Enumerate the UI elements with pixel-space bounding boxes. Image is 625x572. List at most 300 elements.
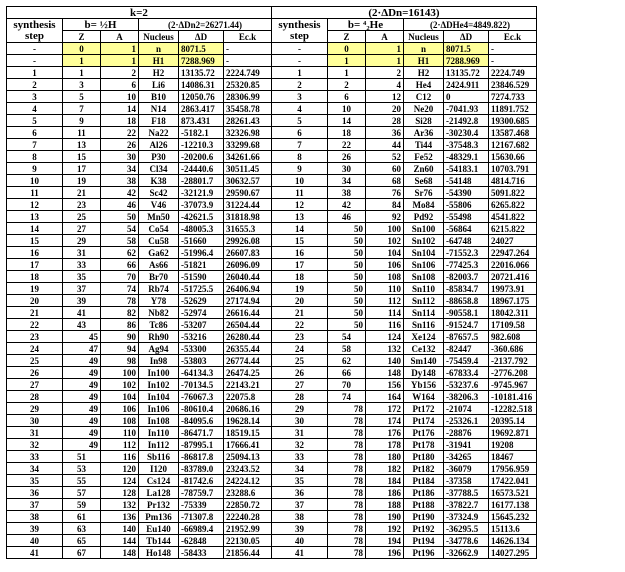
cell-step-left: - xyxy=(7,55,63,67)
cell-eck-left: 23288.6 xyxy=(224,487,272,499)
cell-z-left: 1 xyxy=(63,55,101,67)
cell-step-left: 1 xyxy=(7,67,63,79)
cell-a-right: 174 xyxy=(366,415,404,427)
cell-step-left: 30 xyxy=(7,415,63,427)
cell-step-left: 9 xyxy=(7,163,63,175)
col-delta-d-left: ΔD xyxy=(179,31,224,43)
cell-nucleus-left: In108 xyxy=(139,415,179,427)
cell-eck-left: 26607.83 xyxy=(224,247,272,259)
cell-step-right: 1 xyxy=(272,67,328,79)
cell-nucleus-left: Eu140 xyxy=(139,523,179,535)
cell-eck-right: -360.686 xyxy=(489,343,537,355)
cell-z-right: 30 xyxy=(328,163,366,175)
cell-nucleus-right: Pt184 xyxy=(404,475,444,487)
cell-z-left: 0 xyxy=(63,43,101,55)
cell-delta-d-left: -66989.4 xyxy=(179,523,224,535)
cell-step-right: 32 xyxy=(272,439,328,451)
cell-z-left: 39 xyxy=(63,295,101,307)
cell-a-right: 176 xyxy=(366,427,404,439)
cell-nucleus-right: H1 xyxy=(404,55,444,67)
cell-nucleus-left: Pm136 xyxy=(139,511,179,523)
cell-a-left: 144 xyxy=(101,535,139,547)
table-row xyxy=(7,307,537,319)
cell-z-right: 14 xyxy=(328,115,366,127)
nuclear-synthesis-table-container xyxy=(6,6,537,559)
cell-step-right: 13 xyxy=(272,211,328,223)
cell-z-left: 51 xyxy=(63,451,101,463)
cell-delta-d-right: -38206.3 xyxy=(444,391,489,403)
cell-delta-d-left: 2863.417 xyxy=(179,103,224,115)
cell-nucleus-left: Rh90 xyxy=(139,331,179,343)
cell-step-left: 23 xyxy=(7,331,63,343)
cell-nucleus-right: Pt190 xyxy=(404,511,444,523)
cell-eck-right: 19208 xyxy=(489,439,537,451)
cell-a-left: 66 xyxy=(101,259,139,271)
cell-nucleus-right: Sm140 xyxy=(404,355,444,367)
cell-nucleus-left: P30 xyxy=(139,151,179,163)
cell-z-left: 19 xyxy=(63,175,101,187)
cell-eck-left: 26504.44 xyxy=(224,319,272,331)
cell-z-right: 50 xyxy=(328,283,366,295)
cell-eck-left: 19628.14 xyxy=(224,415,272,427)
cell-z-left: 49 xyxy=(63,415,101,427)
cell-a-right: 84 xyxy=(366,199,404,211)
table-row xyxy=(7,403,537,415)
cell-eck-left: 29926.08 xyxy=(224,235,272,247)
cell-z-right: 50 xyxy=(328,223,366,235)
cell-delta-d-right: -34778.6 xyxy=(444,535,489,547)
cell-delta-d-right: -31941 xyxy=(444,439,489,451)
cell-nucleus-right: Pt192 xyxy=(404,523,444,535)
cell-eck-right: 22016.066 xyxy=(489,259,537,271)
cell-step-right: 34 xyxy=(272,463,328,475)
cell-eck-left: 31655.3 xyxy=(224,223,272,235)
cell-delta-d-left: 13135.72 xyxy=(179,67,224,79)
cell-z-left: 49 xyxy=(63,367,101,379)
cell-step-right: 7 xyxy=(272,139,328,151)
cell-nucleus-right: Fe52 xyxy=(404,151,444,163)
table-row xyxy=(7,55,537,67)
cell-nucleus-left: Sc42 xyxy=(139,187,179,199)
cell-delta-d-left: -87995.1 xyxy=(179,439,224,451)
cell-nucleus-right: W164 xyxy=(404,391,444,403)
cell-step-right: 28 xyxy=(272,391,328,403)
cell-delta-d-left: -64134.3 xyxy=(179,367,224,379)
cell-delta-d-right: -77425.3 xyxy=(444,259,489,271)
cell-a-right: 112 xyxy=(366,295,404,307)
cell-nucleus-left: In100 xyxy=(139,367,179,379)
cell-a-right: 188 xyxy=(366,499,404,511)
cell-nucleus-right: Pt180 xyxy=(404,451,444,463)
cell-eck-right: 6265.822 xyxy=(489,199,537,211)
cell-z-left: 61 xyxy=(63,511,101,523)
cell-z-left: 33 xyxy=(63,259,101,271)
cell-delta-d-right: -67833.4 xyxy=(444,367,489,379)
cell-delta-d-right: -87657.5 xyxy=(444,331,489,343)
cell-step-right: 41 xyxy=(272,547,328,559)
cell-a-right: 12 xyxy=(366,91,404,103)
table-row xyxy=(7,331,537,343)
cell-a-left: 124 xyxy=(101,475,139,487)
cell-eck-right: -12282.518 xyxy=(489,403,537,415)
cell-nucleus-left: In98 xyxy=(139,355,179,367)
cell-eck-left: 25094.13 xyxy=(224,451,272,463)
cell-eck-right: 16177.138 xyxy=(489,499,537,511)
cell-nucleus-left: H2 xyxy=(139,67,179,79)
synthesis-step-header-left: synthesis step xyxy=(7,19,63,43)
cell-z-right: 78 xyxy=(328,523,366,535)
cell-nucleus-left: In104 xyxy=(139,391,179,403)
cell-delta-d-right: -21492.8 xyxy=(444,115,489,127)
cell-eck-right: 15630.66 xyxy=(489,151,537,163)
cell-z-left: 17 xyxy=(63,163,101,175)
table-row xyxy=(7,187,537,199)
cell-z-left: 43 xyxy=(63,319,101,331)
cell-a-left: 128 xyxy=(101,487,139,499)
cell-nucleus-left: Co54 xyxy=(139,223,179,235)
col-eck-left: Ec.k xyxy=(224,31,272,43)
cell-z-left: 5 xyxy=(63,91,101,103)
cell-eck-right: 19973.91 xyxy=(489,283,537,295)
cell-nucleus-left: Na22 xyxy=(139,127,179,139)
cell-nucleus-left: Ag94 xyxy=(139,343,179,355)
cell-z-right: 50 xyxy=(328,295,366,307)
cell-a-left: 116 xyxy=(101,451,139,463)
cell-delta-d-right: -37548.3 xyxy=(444,139,489,151)
cell-z-left: 1 xyxy=(63,67,101,79)
cell-eck-right: -2776.208 xyxy=(489,367,537,379)
col-a-left: A xyxy=(101,31,139,43)
cell-z-right: 78 xyxy=(328,499,366,511)
synthesis-step-header-right: synthesis step xyxy=(272,19,328,43)
cell-a-right: 114 xyxy=(366,307,404,319)
cell-delta-d-right: -82447 xyxy=(444,343,489,355)
cell-step-right: 38 xyxy=(272,511,328,523)
cell-nucleus-left: As66 xyxy=(139,259,179,271)
table-row xyxy=(7,475,537,487)
cell-nucleus-left: In106 xyxy=(139,403,179,415)
cell-nucleus-left: N14 xyxy=(139,103,179,115)
cell-step-right: - xyxy=(272,55,328,67)
table-row xyxy=(7,211,537,223)
table-row xyxy=(7,487,537,499)
cell-a-right: 140 xyxy=(366,355,404,367)
cell-delta-d-right: -25326.1 xyxy=(444,415,489,427)
cell-nucleus-right: Ne20 xyxy=(404,103,444,115)
cell-nucleus-right: Sn116 xyxy=(404,319,444,331)
table-row xyxy=(7,343,537,355)
table-row xyxy=(7,271,537,283)
cell-nucleus-left: Cl34 xyxy=(139,163,179,175)
cell-z-left: 67 xyxy=(63,547,101,559)
cell-step-right: 22 xyxy=(272,319,328,331)
cell-step-right: 5 xyxy=(272,115,328,127)
cell-delta-d-left: -83789.0 xyxy=(179,463,224,475)
cell-step-right: 16 xyxy=(272,247,328,259)
cell-delta-d-left: -5182.1 xyxy=(179,127,224,139)
table-row xyxy=(7,79,537,91)
cell-nucleus-left: Cs124 xyxy=(139,475,179,487)
cell-nucleus-left: Cu58 xyxy=(139,235,179,247)
cell-a-right: 172 xyxy=(366,403,404,415)
cell-a-right: 60 xyxy=(366,163,404,175)
cell-step-left: 19 xyxy=(7,283,63,295)
cell-eck-right: 11891.752 xyxy=(489,103,537,115)
cell-eck-left: 26096.09 xyxy=(224,259,272,271)
cell-nucleus-left: H1 xyxy=(139,55,179,67)
cell-nucleus-right: Pt188 xyxy=(404,499,444,511)
cell-z-right: 1 xyxy=(328,67,366,79)
cell-nucleus-left: Ga62 xyxy=(139,247,179,259)
cell-a-right: 184 xyxy=(366,475,404,487)
cell-eck-left: 33299.68 xyxy=(224,139,272,151)
cell-a-left: 54 xyxy=(101,223,139,235)
cell-eck-left: 18519.15 xyxy=(224,427,272,439)
cell-nucleus-right: Sn114 xyxy=(404,307,444,319)
cell-step-left: 14 xyxy=(7,223,63,235)
cell-delta-d-left: -80610.4 xyxy=(179,403,224,415)
cell-z-left: 41 xyxy=(63,307,101,319)
table-row xyxy=(7,451,537,463)
cell-a-left: 86 xyxy=(101,319,139,331)
cell-a-right: 182 xyxy=(366,463,404,475)
cell-nucleus-right: Pt176 xyxy=(404,427,444,439)
cell-step-left: 31 xyxy=(7,427,63,439)
cell-eck-left: 20686.16 xyxy=(224,403,272,415)
cell-delta-d-left: -70134.5 xyxy=(179,379,224,391)
cell-eck-left: 2224.749 xyxy=(224,67,272,79)
cell-nucleus-left: Sb116 xyxy=(139,451,179,463)
cell-step-left: 13 xyxy=(7,211,63,223)
cell-a-left: 140 xyxy=(101,523,139,535)
cell-z-right: 34 xyxy=(328,175,366,187)
cell-delta-d-left: -51660 xyxy=(179,235,224,247)
cell-step-right: 12 xyxy=(272,199,328,211)
cell-z-left: 31 xyxy=(63,247,101,259)
cell-nucleus-right: Sn102 xyxy=(404,235,444,247)
table-row xyxy=(7,523,537,535)
table-row xyxy=(7,427,537,439)
cell-eck-left: 22143.21 xyxy=(224,379,272,391)
table-row xyxy=(7,547,537,559)
cell-a-right: 116 xyxy=(366,319,404,331)
cell-eck-left: 22850.72 xyxy=(224,499,272,511)
cell-eck-right: 13587.468 xyxy=(489,127,537,139)
cell-delta-d-left: -86817.8 xyxy=(179,451,224,463)
cell-delta-d-left: -32121.9 xyxy=(179,187,224,199)
cell-delta-d-right: -56864 xyxy=(444,223,489,235)
cell-nucleus-right: Mo84 xyxy=(404,199,444,211)
cell-delta-d-right: 7288.969 xyxy=(444,55,489,67)
cell-nucleus-right: Ar36 xyxy=(404,127,444,139)
cell-step-left: 34 xyxy=(7,463,63,475)
cell-delta-d-right: -36295.5 xyxy=(444,523,489,535)
cell-step-left: 20 xyxy=(7,295,63,307)
cell-a-right: 1 xyxy=(366,55,404,67)
b-left-header: b= ½H xyxy=(63,19,139,31)
cell-a-right: 100 xyxy=(366,223,404,235)
cell-delta-d-right: 0 xyxy=(444,91,489,103)
cell-step-right: 8 xyxy=(272,151,328,163)
cell-step-left: 38 xyxy=(7,511,63,523)
cell-eck-right: 20395.14 xyxy=(489,415,537,427)
cell-step-left: 12 xyxy=(7,199,63,211)
cell-eck-left: 30632.57 xyxy=(224,175,272,187)
cell-a-right: 1 xyxy=(366,43,404,55)
cell-a-left: 108 xyxy=(101,415,139,427)
cell-eck-left: - xyxy=(224,43,272,55)
cell-step-right: 4 xyxy=(272,103,328,115)
cell-eck-right: 16573.521 xyxy=(489,487,537,499)
cell-step-right: 29 xyxy=(272,403,328,415)
cell-eck-right: 14626.134 xyxy=(489,535,537,547)
cell-eck-left: 22240.28 xyxy=(224,511,272,523)
cell-a-right: 194 xyxy=(366,535,404,547)
cell-step-right: 3 xyxy=(272,91,328,103)
cell-eck-right: 10703.791 xyxy=(489,163,537,175)
cell-a-right: 124 xyxy=(366,331,404,343)
cell-a-left: 98 xyxy=(101,355,139,367)
cell-eck-right: 20721.416 xyxy=(489,271,537,283)
cell-delta-d-left: -12210.3 xyxy=(179,139,224,151)
cell-step-right: 36 xyxy=(272,487,328,499)
cell-a-left: 70 xyxy=(101,271,139,283)
cell-a-right: 36 xyxy=(366,127,404,139)
cell-z-left: 23 xyxy=(63,199,101,211)
cell-z-right: 50 xyxy=(328,319,366,331)
table-row xyxy=(7,511,537,523)
table-row xyxy=(7,91,537,103)
cell-z-right: 50 xyxy=(328,235,366,247)
cell-eck-left: 26040.44 xyxy=(224,271,272,283)
cell-nucleus-left: Nb82 xyxy=(139,307,179,319)
cell-delta-d-right: -71552.3 xyxy=(444,247,489,259)
cell-z-right: 2 xyxy=(328,79,366,91)
cell-step-left: 5 xyxy=(7,115,63,127)
table-row xyxy=(7,535,537,547)
table-row xyxy=(7,199,537,211)
cell-eck-right: -10181.416 xyxy=(489,391,537,403)
cell-step-left: 3 xyxy=(7,91,63,103)
cell-z-left: 37 xyxy=(63,283,101,295)
cell-nucleus-right: Pt196 xyxy=(404,547,444,559)
k-header: k=2 xyxy=(7,7,272,19)
cell-delta-d-left: -52974 xyxy=(179,307,224,319)
cell-a-right: 52 xyxy=(366,151,404,163)
cell-z-left: 59 xyxy=(63,499,101,511)
cell-z-right: 78 xyxy=(328,439,366,451)
cell-eck-left: 26474.25 xyxy=(224,367,272,379)
cell-step-left: 17 xyxy=(7,259,63,271)
cell-delta-d-left: -20200.6 xyxy=(179,151,224,163)
cell-step-left: 2 xyxy=(7,79,63,91)
cell-z-right: 50 xyxy=(328,307,366,319)
cell-eck-left: 24224.12 xyxy=(224,475,272,487)
cell-eck-right: 17956.959 xyxy=(489,463,537,475)
cell-z-right: 1 xyxy=(328,55,366,67)
b-right-header: b= ⁴₂He xyxy=(328,19,404,31)
cell-delta-d-left: -51725.5 xyxy=(179,283,224,295)
cell-a-right: 76 xyxy=(366,187,404,199)
cell-delta-d-right: -85834.7 xyxy=(444,283,489,295)
cell-a-left: 42 xyxy=(101,187,139,199)
cell-eck-left: 21856.44 xyxy=(224,547,272,559)
cell-z-left: 49 xyxy=(63,427,101,439)
table-row xyxy=(7,499,537,511)
cell-step-left: 15 xyxy=(7,235,63,247)
cell-z-left: 35 xyxy=(63,271,101,283)
cell-z-left: 49 xyxy=(63,379,101,391)
cell-delta-d-right: -88658.8 xyxy=(444,295,489,307)
cell-step-right: 39 xyxy=(272,523,328,535)
cell-a-left: 30 xyxy=(101,151,139,163)
col-nucleus-left: Nucleus xyxy=(139,31,179,43)
cell-eck-right: 4814.716 xyxy=(489,175,537,187)
cell-delta-d-left: -58433 xyxy=(179,547,224,559)
cell-delta-d-right: -54390 xyxy=(444,187,489,199)
cell-eck-right: 17422.041 xyxy=(489,475,537,487)
cell-eck-right: 7274.733 xyxy=(489,91,537,103)
cell-nucleus-left: Tb144 xyxy=(139,535,179,547)
cell-delta-d-right: -75459.4 xyxy=(444,355,489,367)
table-row xyxy=(7,379,537,391)
cell-a-right: 180 xyxy=(366,451,404,463)
cell-delta-d-left: 12050.76 xyxy=(179,91,224,103)
cell-step-left: 7 xyxy=(7,139,63,151)
cell-step-left: - xyxy=(7,43,63,55)
cell-z-left: 49 xyxy=(63,391,101,403)
cell-nucleus-right: H2 xyxy=(404,67,444,79)
table-row xyxy=(7,175,537,187)
cell-delta-d-right: -37822.7 xyxy=(444,499,489,511)
cell-step-right: 21 xyxy=(272,307,328,319)
cell-a-left: 106 xyxy=(101,403,139,415)
cell-step-left: 41 xyxy=(7,547,63,559)
cell-z-right: 26 xyxy=(328,151,366,163)
col-z-right: Z xyxy=(328,31,366,43)
cell-a-left: 110 xyxy=(101,427,139,439)
cell-nucleus-left: Rb74 xyxy=(139,283,179,295)
cell-nucleus-left: V46 xyxy=(139,199,179,211)
table-row xyxy=(7,235,537,247)
cell-step-left: 6 xyxy=(7,127,63,139)
cell-delta-d-left: -86471.7 xyxy=(179,427,224,439)
cell-a-right: 192 xyxy=(366,523,404,535)
cell-eck-right: 5091.822 xyxy=(489,187,537,199)
cell-step-right: 31 xyxy=(272,427,328,439)
cell-step-left: 8 xyxy=(7,151,63,163)
cell-a-left: 148 xyxy=(101,547,139,559)
cell-nucleus-right: Ti44 xyxy=(404,139,444,151)
cell-step-right: 33 xyxy=(272,451,328,463)
cell-a-right: 196 xyxy=(366,547,404,559)
cell-eck-left: 22075.8 xyxy=(224,391,272,403)
cell-z-left: 9 xyxy=(63,115,101,127)
cell-a-left: 18 xyxy=(101,115,139,127)
cell-step-right: 30 xyxy=(272,415,328,427)
cell-nucleus-right: Pd92 xyxy=(404,211,444,223)
table-row xyxy=(7,463,537,475)
cell-eck-left: 26616.44 xyxy=(224,307,272,319)
cell-eck-right: 4541.822 xyxy=(489,211,537,223)
cell-z-left: 53 xyxy=(63,463,101,475)
cell-nucleus-right: Sn104 xyxy=(404,247,444,259)
cell-a-right: 104 xyxy=(366,247,404,259)
cell-delta-d-left: 8071.5 xyxy=(179,43,224,55)
cell-z-right: 50 xyxy=(328,247,366,259)
cell-a-right: 148 xyxy=(366,367,404,379)
cell-step-right: 37 xyxy=(272,499,328,511)
